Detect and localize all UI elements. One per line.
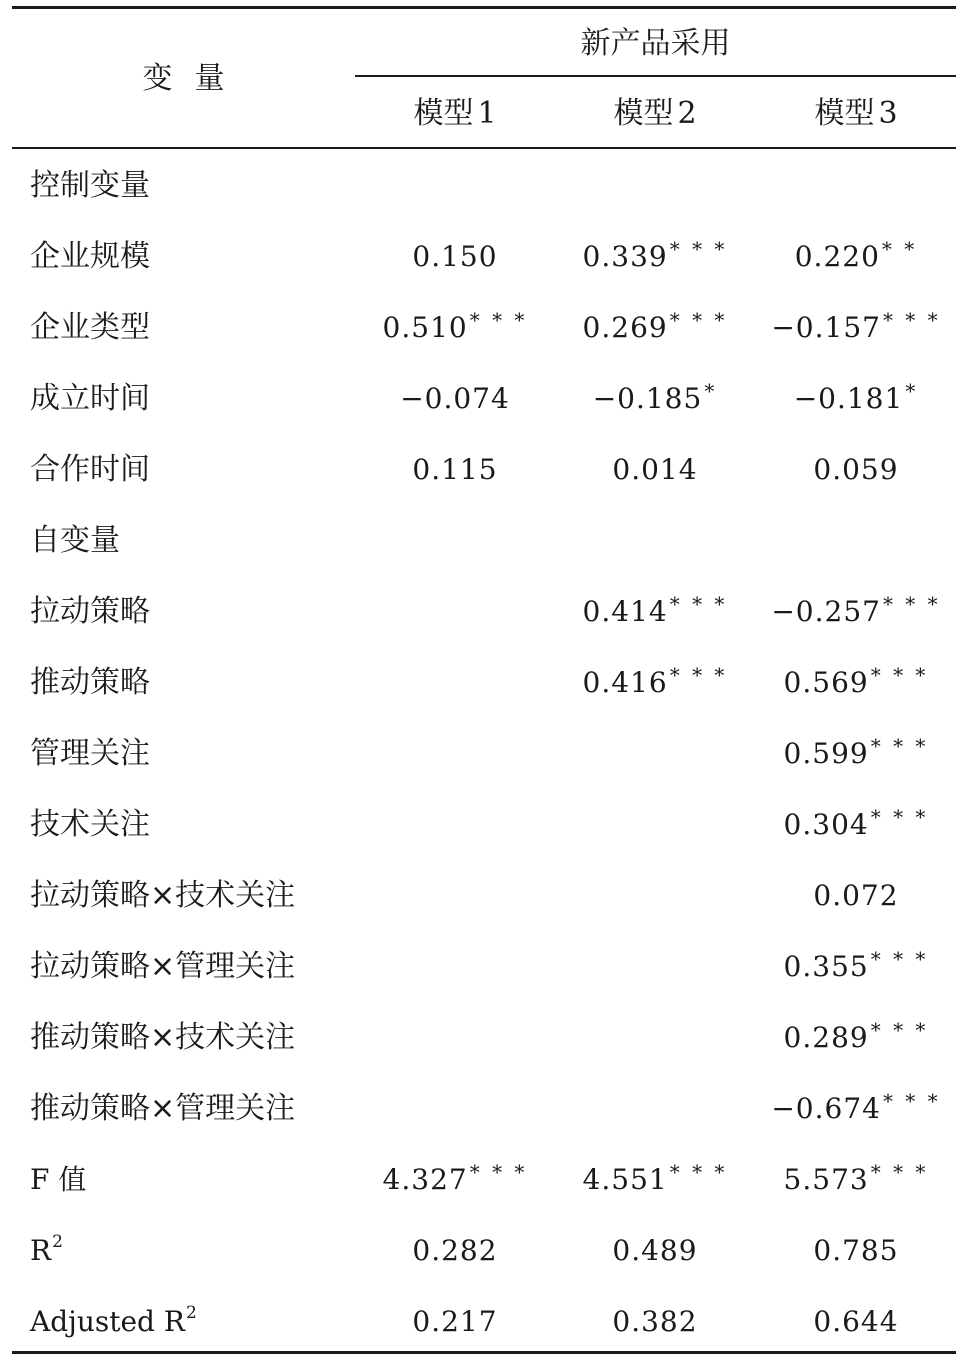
- model-3-cell: [756, 505, 956, 576]
- row-label: [30, 1215, 63, 1286]
- row-label-text: 拉动策略×管理关注: [30, 949, 296, 984]
- row-label: [30, 576, 150, 647]
- significance-stars: * * *: [870, 1160, 929, 1184]
- row-label-text: 推动策略×管理关注: [30, 1091, 296, 1126]
- model-1-cell: [355, 1002, 555, 1073]
- table-row: [0, 363, 962, 434]
- row-label-superscript: 2: [185, 1303, 197, 1323]
- model-3-cell: [756, 292, 956, 363]
- row-label: [30, 221, 150, 292]
- row-label-superscript: 2: [52, 1232, 63, 1252]
- coefficient-value: 0.072: [813, 879, 899, 912]
- table-row: [0, 789, 962, 860]
- row-label-text: 自变量: [30, 523, 120, 558]
- coefficient-value: 0.304: [783, 808, 869, 841]
- model-1-cell: [355, 363, 555, 434]
- coefficient-value: 0.289: [783, 1021, 869, 1054]
- model-2-cell: [555, 931, 755, 1002]
- table-row: [0, 150, 962, 221]
- table-row: [0, 1144, 962, 1215]
- coefficient-value: −0.181: [793, 382, 904, 415]
- significance-stars: *: [905, 379, 919, 403]
- coefficient-value: 4.551: [582, 1163, 668, 1196]
- row-label: [30, 1073, 295, 1144]
- row-label-text: 拉动策略×技术关注: [30, 878, 296, 913]
- model-1-cell: [355, 292, 555, 363]
- model-2-cell: [555, 292, 755, 363]
- significance-stars: * * *: [870, 663, 929, 687]
- significance-stars: * * *: [870, 947, 929, 971]
- model-3-cell: [756, 150, 956, 221]
- model-1-cell: [355, 576, 555, 647]
- coefficient-value: −0.674: [771, 1092, 881, 1125]
- coefficient-value: 0.355: [783, 950, 869, 983]
- model-1-cell: [355, 505, 555, 576]
- model-2-cell: [555, 1073, 755, 1144]
- significance-stars: * * *: [669, 592, 728, 616]
- coefficient-value: 0.269: [582, 311, 668, 344]
- significance-stars: *: [704, 379, 718, 403]
- model-2-cell: [555, 860, 755, 931]
- significance-stars: * * *: [882, 1089, 941, 1113]
- model-1-name: 模型: [413, 96, 474, 131]
- model-1-cell: [355, 931, 555, 1002]
- table-bottom-rule: [12, 1351, 956, 1354]
- row-label-text: 合作时间: [30, 452, 150, 487]
- model-1-number: 1: [477, 96, 497, 131]
- model-3-cell: [756, 931, 956, 1002]
- model-2-cell: [555, 789, 755, 860]
- row-label-text: F 值: [30, 1163, 87, 1196]
- significance-stars: * * *: [870, 1018, 929, 1042]
- model-2-cell: [555, 221, 755, 292]
- header-bottom-rule: [12, 147, 956, 149]
- model-2-name: 模型: [613, 96, 674, 131]
- coefficient-value: 0.115: [412, 453, 498, 486]
- model-2-cell: [555, 1286, 755, 1357]
- model-1-cell: [355, 1144, 555, 1215]
- table-row: [0, 1002, 962, 1073]
- model-2-cell: [555, 718, 755, 789]
- row-label: [30, 1144, 86, 1215]
- coefficient-value: 0.599: [783, 737, 869, 770]
- coefficient-value: 0.220: [794, 240, 880, 273]
- model-3-cell: [756, 1286, 956, 1357]
- row-label-text: Adjusted R: [30, 1305, 185, 1338]
- table-row: [0, 647, 962, 718]
- table-row: [0, 221, 962, 292]
- significance-stars: * * *: [669, 663, 728, 687]
- coefficient-value: 0.217: [412, 1305, 498, 1338]
- row-label: [30, 505, 120, 576]
- row-label-text: 推动策略×技术关注: [30, 1020, 296, 1055]
- model-1-cell: [355, 860, 555, 931]
- table-row: [0, 931, 962, 1002]
- row-label-text: 成立时间: [30, 381, 150, 416]
- model-2-cell: [555, 1144, 755, 1215]
- significance-stars: * * *: [669, 308, 728, 332]
- significance-stars: * * *: [469, 308, 528, 332]
- table-row: [0, 860, 962, 931]
- coefficient-value: −0.074: [400, 382, 510, 415]
- dependent-variable-header: 新产品采用: [580, 26, 731, 61]
- model-3-name: 模型: [814, 96, 875, 131]
- coefficient-value: 0.059: [813, 453, 899, 486]
- model-2-cell: [555, 363, 755, 434]
- coefficient-value: 0.416: [582, 666, 668, 699]
- model-2-cell: [555, 1002, 755, 1073]
- coefficient-value: 0.785: [813, 1234, 899, 1267]
- group-header-rule: [355, 75, 956, 77]
- table-row: [0, 434, 962, 505]
- model-2-number: 2: [677, 96, 697, 131]
- significance-stars: * * *: [870, 805, 929, 829]
- table-top-rule: [12, 6, 956, 9]
- model-1-cell: [355, 718, 555, 789]
- coefficient-value: 4.327: [382, 1163, 468, 1196]
- model-3-number: 3: [878, 96, 898, 131]
- row-label-text: R: [30, 1234, 52, 1267]
- model-3-cell: [756, 789, 956, 860]
- row-label: [30, 931, 295, 1002]
- row-label: [30, 789, 150, 860]
- model-3-cell: [756, 860, 956, 931]
- model-1-cell: [355, 1073, 555, 1144]
- model-1-cell: [355, 150, 555, 221]
- model-1-cell: [355, 1215, 555, 1286]
- significance-stars: * * *: [882, 308, 941, 332]
- model-3-cell: [756, 1215, 956, 1286]
- model-2-cell: [555, 150, 755, 221]
- row-label-text: 控制变量: [30, 168, 150, 203]
- model-3-cell: [756, 1073, 956, 1144]
- coefficient-value: 0.339: [582, 240, 668, 273]
- coefficient-value: −0.157: [771, 311, 881, 344]
- coefficient-value: 0.382: [612, 1305, 698, 1338]
- model-1-cell: [355, 221, 555, 292]
- table-row: [0, 1286, 962, 1357]
- model-2-cell: [555, 647, 755, 718]
- table-row: [0, 1073, 962, 1144]
- significance-stars: * * *: [882, 592, 941, 616]
- significance-stars: * * *: [669, 1160, 728, 1184]
- model-1-cell: [355, 434, 555, 505]
- row-label: [30, 363, 150, 434]
- table-row: [0, 505, 962, 576]
- coefficient-value: 0.014: [612, 453, 698, 486]
- model-2-cell: [555, 505, 755, 576]
- row-label-text: 推动策略: [30, 665, 150, 700]
- model-3-cell: [756, 221, 956, 292]
- model-3-cell: [756, 1144, 956, 1215]
- model-2-cell: [555, 1215, 755, 1286]
- model-3-cell: [756, 1002, 956, 1073]
- row-label: [30, 647, 150, 718]
- model-3-header: [756, 96, 956, 132]
- coefficient-value: 0.414: [582, 595, 668, 628]
- coefficient-value: 0.510: [382, 311, 468, 344]
- model-2-cell: [555, 576, 755, 647]
- table-row: [0, 718, 962, 789]
- significance-stars: * * *: [669, 237, 728, 261]
- coefficient-value: −0.185: [592, 382, 703, 415]
- coefficient-value: 0.489: [612, 1234, 698, 1267]
- row-label: [30, 434, 150, 505]
- significance-stars: * * *: [870, 734, 929, 758]
- variable-column-header: 变量: [142, 61, 247, 96]
- row-label-text: 技术关注: [30, 807, 150, 842]
- row-label: [30, 860, 295, 931]
- row-label: [30, 1002, 295, 1073]
- model-3-cell: [756, 718, 956, 789]
- coefficient-value: 0.282: [412, 1234, 498, 1267]
- table-row: [0, 576, 962, 647]
- model-3-cell: [756, 576, 956, 647]
- model-2-header: [555, 96, 755, 132]
- model-1-cell: [355, 647, 555, 718]
- table-row: [0, 292, 962, 363]
- row-label-text: 拉动策略: [30, 594, 150, 629]
- row-label: [30, 718, 150, 789]
- table-row: [0, 1215, 962, 1286]
- coefficient-value: 0.569: [783, 666, 869, 699]
- model-2-cell: [555, 434, 755, 505]
- coefficient-value: −0.257: [771, 595, 881, 628]
- coefficient-value: 0.150: [412, 240, 498, 273]
- model-1-cell: [355, 789, 555, 860]
- row-label: [30, 1286, 197, 1357]
- model-3-cell: [756, 363, 956, 434]
- significance-stars: * *: [881, 237, 918, 261]
- model-1-header: [355, 96, 555, 132]
- row-label-text: 企业类型: [30, 310, 150, 345]
- significance-stars: * * *: [469, 1160, 528, 1184]
- coefficient-value: 5.573: [783, 1163, 869, 1196]
- coefficient-value: 0.644: [813, 1305, 899, 1338]
- row-label-text: 企业规模: [30, 239, 150, 274]
- model-1-cell: [355, 1286, 555, 1357]
- model-3-cell: [756, 647, 956, 718]
- model-3-cell: [756, 434, 956, 505]
- row-label: [30, 292, 150, 363]
- row-label: [30, 150, 150, 221]
- row-label-text: 管理关注: [30, 736, 150, 771]
